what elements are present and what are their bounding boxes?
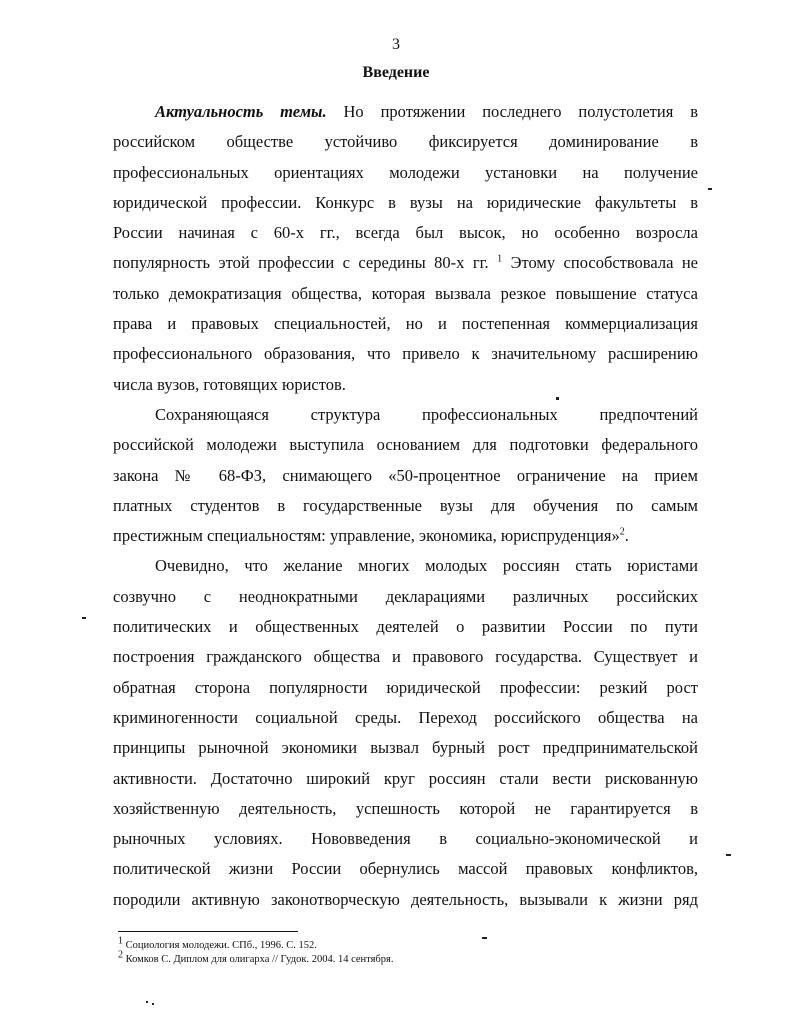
paragraph-3-line: построения гражданского общества и правового государства. Существует и [113,647,698,667]
paragraph-3-line: хозяйственную деятельность, успешность которой не гарантируется в [113,798,698,818]
scan-speck [726,854,731,856]
paragraph-2-line: престижным специальностям: управление, экономика, юриспруденция»$^2$. [113,526,629,546]
paragraph-3-line: обратная сторона популярности юридической профессии: резкий рост [113,677,698,697]
page-number: 3 [392,36,400,53]
scan-speck [556,397,559,400]
paragraph-2-line: закона № 68-ФЗ, снимающего «50-процентное ограничение на прием [113,465,698,485]
paragraph-1-line: России начиная с 60-х гг., всегда был высок, но особенно возросла [113,223,698,243]
paragraph-1-line: юридической профессии. Конкурс в вузы на юридические факультеты в [113,192,698,212]
paragraph-1-line: профессионального образования, что привело к значительному расширению [113,344,698,364]
paragraph-1-line: Актуальность темы. Но протяжении последнего полустолетия в [155,102,699,121]
scan-speck [152,1003,154,1005]
paragraph-1-line: популярность этой профессии с середины 80-х гг. $^1$ Этому способствовала не [113,253,698,273]
scan-speck [482,937,487,939]
paragraph-3-line: криминогенности социальной среды. Переход российского общества на [113,707,698,727]
scan-speck [708,188,712,190]
paragraph-1-line: профессиональных ориентациях молодежи установки на получение [113,162,698,182]
scan-speck [82,617,86,619]
paragraph-1-line: российском обществе устойчиво фиксируется доминирование в [113,132,698,152]
footnotes [118,935,678,967]
paragraph-3-line: рыночных условиях. Нововведения в социально-экономической и [113,829,698,849]
footnote-item: $^1$ Социология молодежи. СПб., 1996. С. 152. [118,935,317,951]
paragraph-3-line: политических и общественных деятелей о развитии России по пути [113,617,698,637]
paragraph-3-line: принципы рыночной экономики вызвал бурный рост предпринимательской [113,738,698,758]
footnote-item: $^2$ Комков С. Диплом для олигарха // Гудок. 2004. 14 сентября. [118,949,394,965]
paragraph-2-line: платных студентов в государственные вузы для обучения по самым [113,495,698,515]
paragraph-1-line: только демократизация общества, которая вызвала резкое повышение статуса [113,283,698,303]
footnote-mark: 2 [118,949,123,961]
scan-speck [146,1001,148,1003]
section-heading: Введение [362,64,430,81]
footnote-mark: 1 [118,935,123,947]
paragraph-2-line: Сохраняющаяся структура профессиональных предпочтений [155,404,698,424]
footnote-ref: 1 [497,253,503,265]
paragraph-1-line: числа вузов, готовящих юристов. [113,374,346,394]
paragraph-3-line: породили активную законотворческую деятельность, вызывали к жизни ряд [113,889,698,909]
paragraph-3-line: политической жизни России обернулись массой правовых конфликтов, [113,859,698,879]
body-text [113,97,698,915]
footnote-divider [118,931,298,932]
paragraph-3-line: активности. Достаточно широкий круг россиян стали вести рискованную [113,768,698,788]
paragraph-2-line: российской молодежи выступила основанием для подготовки федерального [113,435,698,455]
paragraph-3-line: Очевидно, что желание многих молодых россиян стать юристами [155,556,698,576]
paragraph-lead: Актуальность темы. [155,102,327,121]
paragraph-3-line: созвучно с неоднократными декларациями различных российских [113,586,698,606]
paragraph-1-line: права и правовых специальностей, но и постепенная коммерциализация [113,314,698,334]
footnote-ref: 2 [619,526,625,538]
